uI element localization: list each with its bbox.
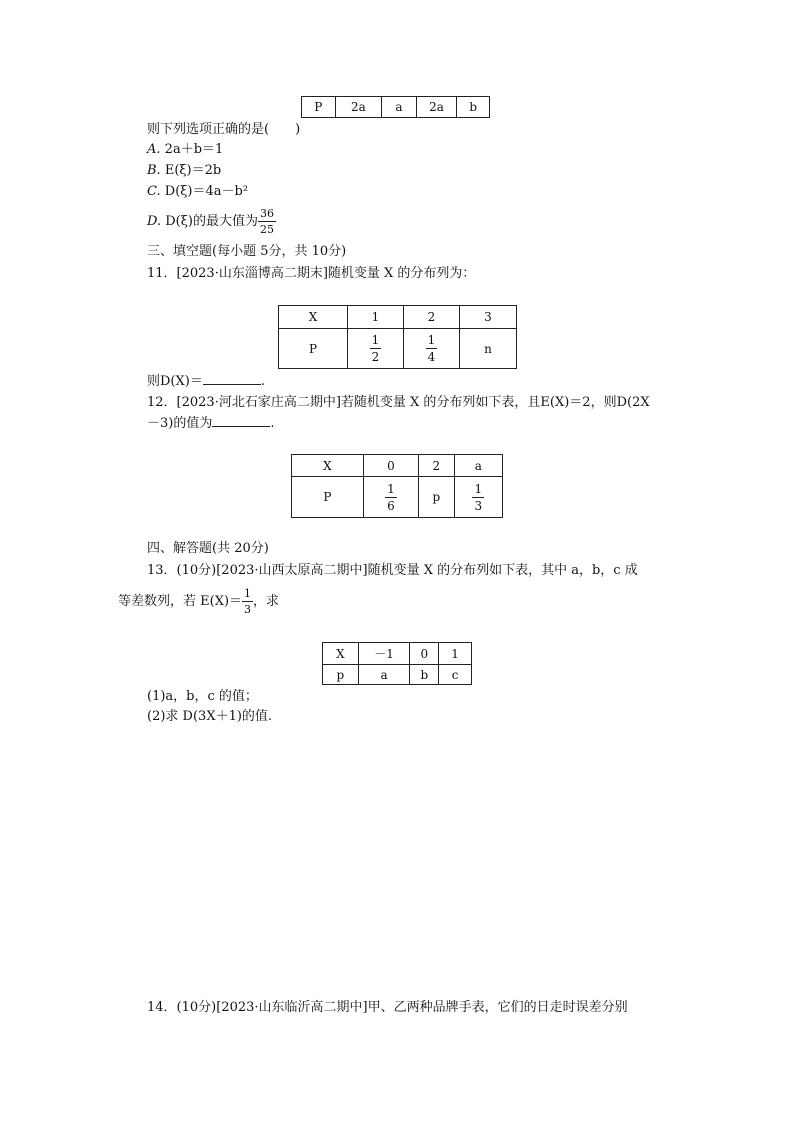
table-cell: a: [454, 455, 502, 477]
q10-stem: [147, 121, 300, 139]
q10-option-a: [147, 141, 223, 159]
table-cell: [404, 329, 460, 369]
table-cell: X: [323, 643, 359, 665]
table-cell: P: [279, 329, 348, 369]
option-text: 2a＋b＝1: [164, 142, 224, 157]
table-cell: n: [460, 329, 517, 369]
table-cell: [363, 477, 418, 518]
fraction: $\frac{1}{3}$: [244, 587, 252, 616]
q11-stem: 11．[2023·山东淄博高二期末]随机变量 X 的分布列为：: [147, 266, 476, 281]
table-cell: －1: [358, 643, 410, 665]
fraction: $\frac{1}{2}$: [371, 333, 380, 364]
q12-stem-line2: [147, 414, 274, 433]
answer-suffix: .: [260, 374, 265, 389]
table-cell: 0: [363, 455, 418, 477]
table-cell: p: [323, 665, 359, 685]
table-cell: 3: [460, 306, 517, 329]
top-distribution-table: [301, 96, 490, 118]
table-cell: [454, 477, 502, 518]
table-cell: c: [439, 665, 472, 685]
answer-blank[interactable]: [212, 414, 270, 427]
stem-suffix: .: [270, 416, 275, 431]
q12-distribution-table: [291, 454, 503, 518]
answer-prefix: 则D(X)＝: [147, 374, 203, 389]
fraction: $\frac{1}{4}$: [427, 333, 436, 364]
q13-stem-line2: [118, 587, 279, 617]
table-cell: 0: [410, 643, 439, 665]
option-letter: A.: [147, 142, 161, 157]
option-text: D(ξ)＝4a－b²: [164, 184, 249, 199]
option-letter: C.: [147, 184, 161, 199]
table-cell: p: [419, 477, 455, 518]
q13-sub1: (1)a，b，c 的值；: [147, 689, 258, 704]
table-cell: a: [358, 665, 410, 685]
section-title: 三、填空题(每小题 5分，共 10分): [147, 244, 347, 259]
table-cell: 1: [348, 306, 404, 329]
stem-text: －3)的值为: [147, 416, 213, 431]
table-cell: 1: [439, 643, 472, 665]
table-cell: X: [292, 455, 364, 477]
q10-option-d: [147, 207, 276, 237]
table-cell: X: [279, 306, 348, 329]
q13-sub2: (2)求 D(3X＋1)的值.: [147, 709, 273, 724]
stem-suffix: ，求: [253, 594, 280, 609]
q12-stem-line1: 12．[2023·河北石家庄高二期中]若随机变量 X 的分布列如下表，且E(X)＝2，则D(2X: [147, 395, 650, 410]
q11-distribution-table: [278, 305, 517, 369]
fraction: $\frac{1}{6}$: [387, 481, 395, 513]
option-text: D(ξ)的最大值为: [165, 214, 258, 229]
q13-distribution-table: [322, 642, 472, 685]
table-cell: b: [457, 97, 490, 118]
table-cell: 2: [419, 455, 455, 477]
table-cell: 2: [404, 306, 460, 329]
fraction: $\frac{36}{25}$: [259, 207, 274, 236]
stem-text: 等差数列，若 E(X)＝: [118, 594, 243, 609]
table-cell: P: [292, 477, 364, 518]
q10-stem-text: 则下列选项正确的是(: [147, 122, 270, 137]
q10-stem-close: ): [295, 122, 301, 137]
answer-blank[interactable]: [203, 372, 261, 385]
fraction: $\frac{1}{3}$: [474, 481, 483, 513]
q10-option-b: [147, 162, 221, 180]
q11-answer-line: [147, 372, 265, 391]
option-text: E(ξ)＝2b: [164, 163, 222, 178]
q10-option-c: [147, 183, 248, 201]
table-cell: P: [302, 97, 336, 118]
q13-stem-line1: 13．(10分)[2023·山西太原高二期中]随机变量 X 的分布列如下表，其中 a，b，c 成: [147, 563, 638, 578]
table-cell: b: [410, 665, 439, 685]
option-letter: D.: [147, 214, 162, 229]
section-title: 四、解答题(共 20分): [147, 541, 269, 556]
q14-stem-line1: 14．(10分)[2023·山东临沂高二期中]甲、乙两种品牌手表，它们的日走时误差分别: [147, 1000, 628, 1015]
table-cell: a: [382, 97, 417, 118]
table-cell: 2a: [416, 97, 457, 118]
table-cell: 2a: [335, 97, 382, 118]
table-cell: [348, 329, 404, 369]
option-letter: B.: [147, 163, 161, 178]
